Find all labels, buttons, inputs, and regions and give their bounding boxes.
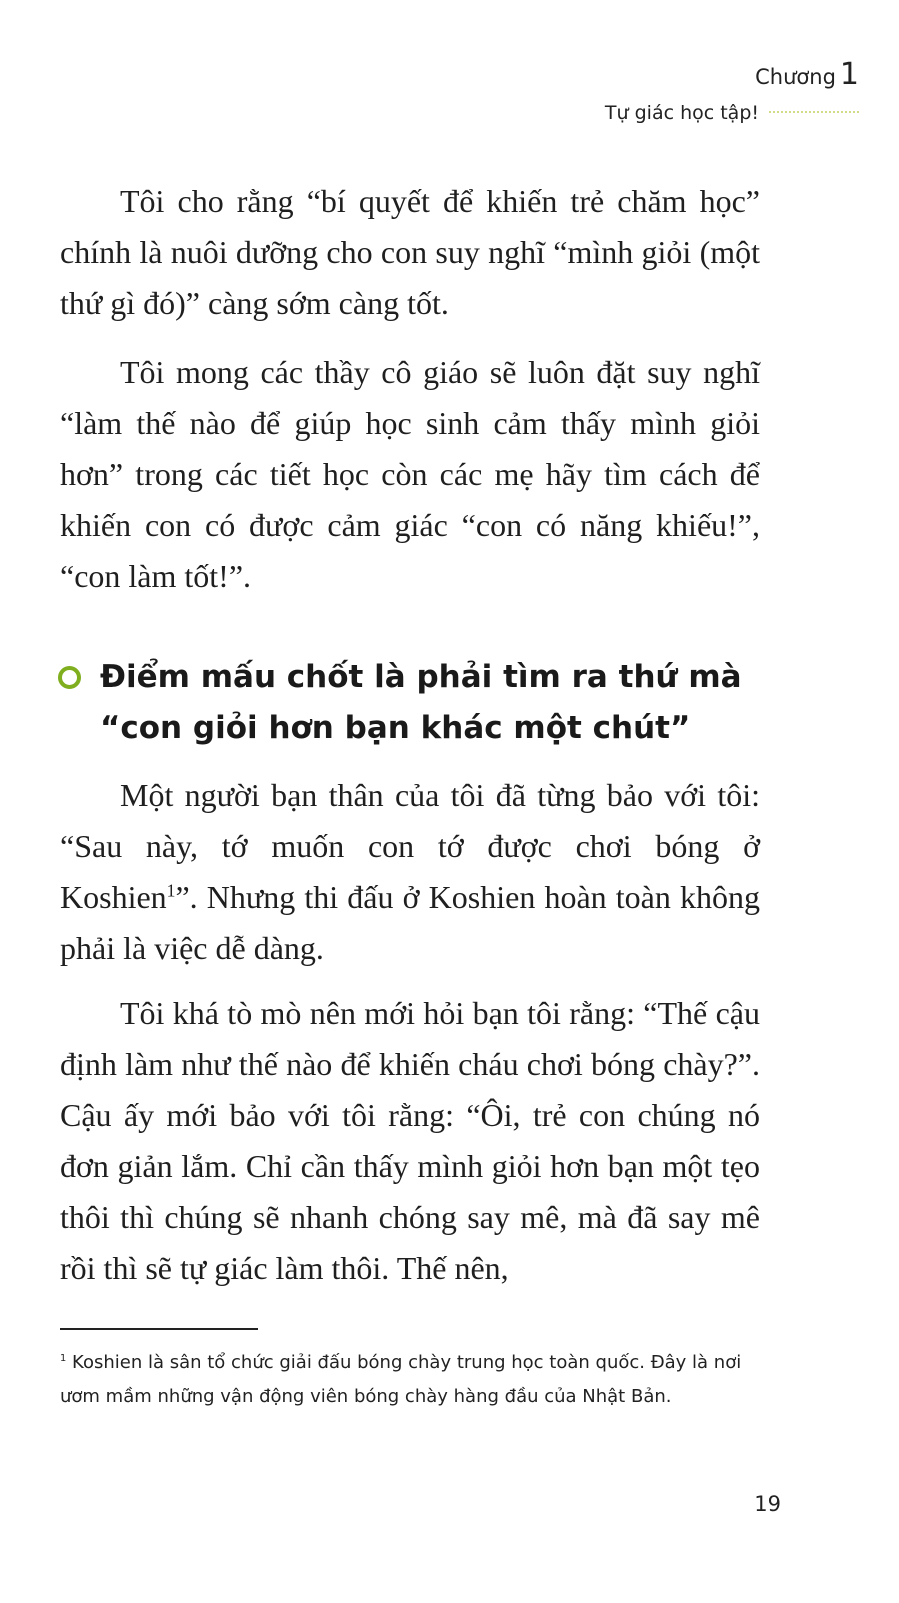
- page-number: 19: [754, 1492, 781, 1516]
- footnote-marker: 1: [60, 1353, 67, 1364]
- paragraph-3: [60, 770, 760, 974]
- chapter-number: 1: [839, 57, 859, 92]
- dotted-decoration: [769, 111, 859, 115]
- circle-bullet-icon: [58, 666, 81, 689]
- chapter-title: Tự giác học tập!: [604, 102, 759, 124]
- section-heading: [58, 652, 778, 754]
- footnote-reference[interactable]: 1: [166, 880, 176, 901]
- chapter-header: [604, 57, 859, 124]
- section-heading-text: Điểm mấu chốt là phải tìm ra thứ mà “con giỏi hơn bạn khác một chút”: [100, 659, 742, 746]
- paragraph-1: Tôi cho rằng “bí quyết để khiến trẻ chăm học” chính là nuôi dưỡng cho con suy nghĩ “mình giỏi (một thứ gì đó)” càng sớm càng tốt.: [60, 183, 760, 321]
- footnote-divider: [60, 1328, 258, 1330]
- chapter-title-line: [605, 102, 859, 124]
- paragraph-3-part-2: ”. Nhưng thi đấu ở Koshien hoàn toàn không phải là việc dễ dàng.: [60, 879, 760, 966]
- paragraph-2: Tôi mong các thầy cô giáo sẽ luôn đặt suy nghĩ “làm thế nào để giúp học sinh cảm thấy mình giỏi hơn” trong các tiết học còn các mẹ hãy tìm cách để khiến con có được cảm giác “con có năng khiếu!”, “con làm tốt!”.: [60, 354, 760, 594]
- chapter-label-line: [605, 57, 859, 92]
- footnote-text: Koshien là sân tổ chức giải đấu bóng chày trung học toàn quốc. Đây là nơi ươm mầm những vận động viên bóng chày hàng đầu của Nhật Bản.: [60, 1352, 742, 1407]
- paragraph-4: Tôi khá tò mò nên mới hỏi bạn tôi rằng: “Thế cậu định làm như thế nào để khiến cháu chơi bóng chày?”. Cậu ấy mới bảo với tôi rằng: “Ôi, trẻ con chúng nó đơn giản lắm. Chỉ cần thấy mình giỏi hơn bạn một tẹo thôi thì chúng sẽ nhanh chóng say mê, mà đã say mê rồi thì sẽ tự giác làm thôi. Thế nên,: [60, 995, 760, 1286]
- footnote: [60, 1346, 770, 1414]
- chapter-label: Chương: [755, 65, 836, 89]
- paragraph-3-part-1: Một người bạn thân của tôi đã từng bảo với tôi: “Sau này, tớ muốn con tớ được chơi bóng ở Koshien: [60, 777, 760, 915]
